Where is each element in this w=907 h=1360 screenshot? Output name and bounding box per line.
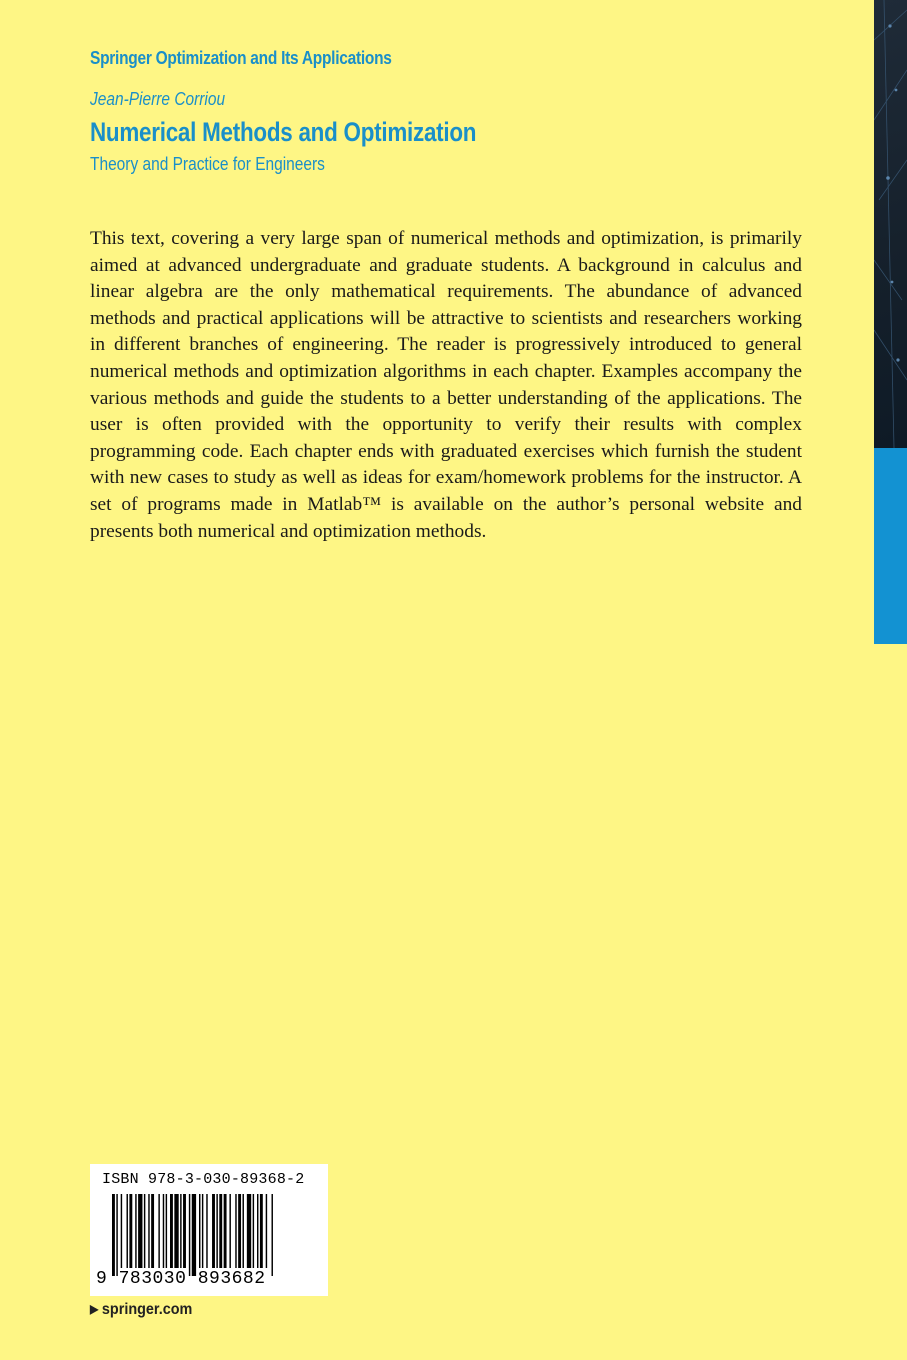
book-subtitle: Theory and Practice for Engineers: [90, 154, 325, 174]
barcode-bar: [243, 1194, 244, 1268]
barcode-bar: [216, 1194, 217, 1268]
barcode-bar: [192, 1194, 196, 1276]
barcode-bar: [272, 1194, 273, 1276]
barcode-bar: [112, 1194, 115, 1276]
barcode-bar: [183, 1194, 186, 1268]
barcode-bar: [166, 1194, 167, 1268]
isbn-label: ISBN 978-3-030-89368-2: [102, 1171, 305, 1188]
barcode-bar: [219, 1194, 222, 1268]
book-description: This text, covering a very large span of numerical methods and optimization, is primarily aimed at advanced undergraduate and graduate students. A background in calculus and linear algebra are the only mathematical requirements. The abundance of advanced methods and practical applications will be attractive to scientists and researchers working in different branches of engineering. The reader is progressively introduced to general numerical methods and optimization algorithms in each chapter. Examples accompany the various methods and guide the students to a better understanding of the applications. The user is often provided with the opportunity to verify their results with complex programming code. Each chapter ends with graduated exercises which furnish the student with new cases to study as well as ideas for exam/homework problems for the instructor. A set of programs made in Matlab™ is available on the author’s personal website and presents both numerical and optimization methods.: [90, 228, 802, 542]
arrow-right-icon: ▶: [90, 1302, 99, 1316]
barcode-digits: 9 783030 893682: [96, 1269, 266, 1289]
barcode-bar: [135, 1194, 136, 1268]
spine-network-pattern: [874, 0, 907, 448]
barcode-bar: [158, 1194, 159, 1268]
barcode-bar: [257, 1194, 258, 1268]
barcode-bar: [148, 1194, 149, 1268]
barcode-bar: [163, 1194, 164, 1268]
barcode-bar: [129, 1194, 132, 1268]
barcode-bar: [212, 1194, 215, 1268]
series-title: Springer Optimization and Its Applications: [90, 48, 392, 68]
isbn-barcode: [90, 1164, 328, 1296]
barcode-bar: [266, 1194, 267, 1268]
publisher-website[interactable]: [90, 1301, 192, 1319]
barcode-bar: [260, 1194, 263, 1268]
barcode-bar: [206, 1194, 207, 1268]
barcode-bar: [144, 1194, 145, 1268]
barcode-bar: [253, 1194, 254, 1268]
barcode-bar: [151, 1194, 154, 1268]
barcode-bar: [127, 1194, 128, 1268]
barcode-bar: [180, 1194, 181, 1268]
barcode-bar: [138, 1194, 142, 1268]
barcode-bar: [116, 1194, 117, 1276]
spine-blue-band: [874, 448, 907, 644]
barcode-bar: [199, 1194, 200, 1268]
barcode-bar: [170, 1194, 173, 1268]
barcode-bar: [247, 1194, 251, 1268]
barcode-bar: [189, 1194, 190, 1276]
website-label: springer.com: [101, 1301, 193, 1318]
barcode-bar: [229, 1194, 230, 1268]
barcode-bar: [121, 1194, 122, 1268]
book-title: Numerical Methods and Optimization: [90, 117, 477, 147]
barcode-bar: [202, 1194, 203, 1268]
barcode-bar: [238, 1194, 241, 1268]
author-name: Jean-Pierre Corriou: [90, 89, 226, 109]
barcode-bar: [224, 1194, 227, 1268]
spine-dark-band: [874, 0, 907, 448]
barcode-bar: [235, 1194, 236, 1268]
barcode-bar: [174, 1194, 178, 1268]
